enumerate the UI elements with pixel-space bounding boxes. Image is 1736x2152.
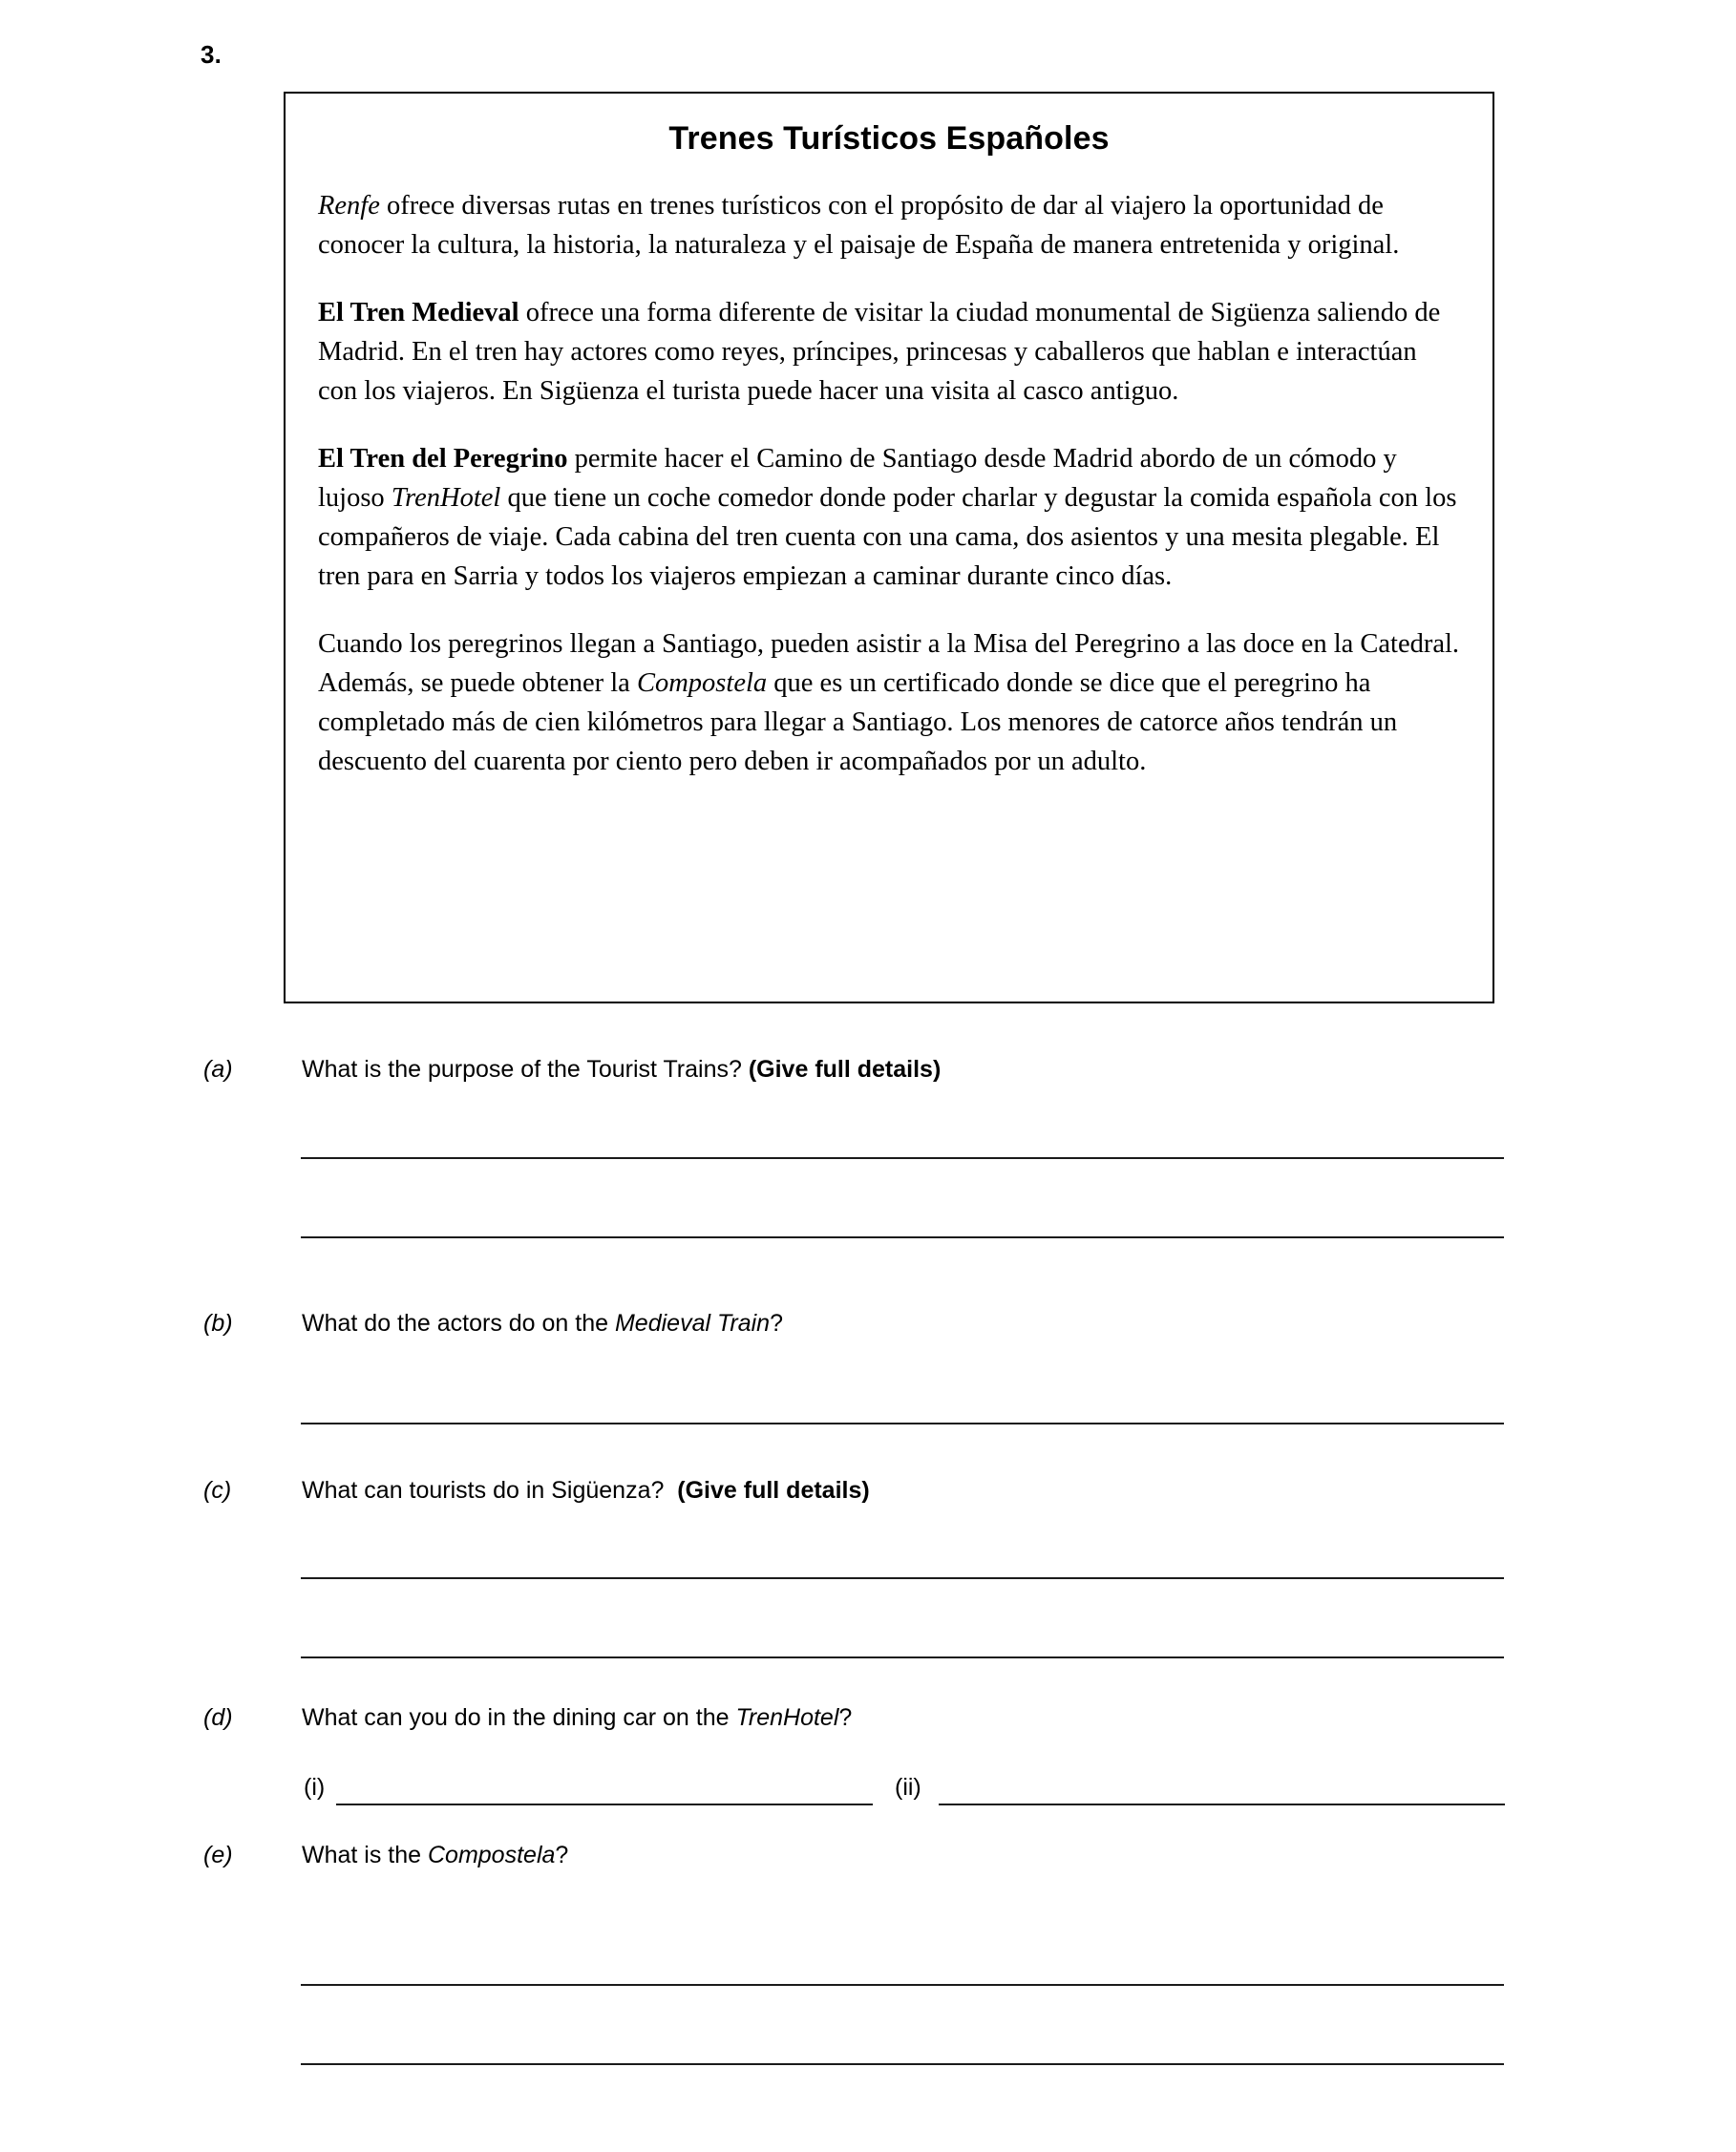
question-text-a: What is the purpose of the Tourist Trains? (Give full details) (302, 1056, 942, 1083)
question-text-d: What can you do in the dining car on the TrenHotel? (302, 1704, 853, 1731)
question-number: 3. (201, 40, 222, 69)
passage-paragraph: El Tren del Peregrino permite hacer el Camino de Santiago desde Madrid abordo de un cómodo y lujoso TrenHotel que tiene un coche comedor donde poder charlar y degustar la comida española con los compañeros de viaje. Cada cabina del tren cuenta con una cama, dos asientos y una mesita plegable. El tren para en Sarria y todos los viajeros empiezan a caminar durante cinco días. (318, 444, 1457, 591)
question-label-d: (d) (203, 1704, 233, 1731)
sub-answer-line-i[interactable] (336, 1804, 873, 1805)
question-label-e: (e) (203, 1842, 233, 1868)
question-label-a: (a) (203, 1056, 233, 1083)
question-label-c: (c) (203, 1477, 232, 1504)
reading-passage-box (284, 92, 1494, 1003)
passage-body (286, 186, 1493, 781)
passage-paragraph: El Tren Medieval ofrece una forma diferente de visitar la ciudad monumental de Sigüenza saliendo de Madrid. En el tren hay actores como reyes, príncipes, princesas y caballeros que hablan e interactúan con los viajeros. En Sigüenza el turista puede hacer una visita al casco antiguo. (318, 298, 1441, 406)
answer-line-b-1[interactable] (301, 1423, 1504, 1424)
answer-line-a-2[interactable] (301, 1236, 1504, 1238)
question-text-b: What do the actors do on the Medieval Train? (302, 1310, 783, 1337)
question-text-c: What can tourists do in Sigüenza? (Give full details) (302, 1477, 870, 1504)
sub-answer-line-ii[interactable] (939, 1804, 1505, 1805)
sub-answer-label-ii: (ii) (895, 1774, 921, 1801)
sub-answer-label-i: (i) (304, 1774, 326, 1801)
question-label-b: (b) (203, 1310, 233, 1337)
answer-line-e-2[interactable] (301, 2063, 1504, 2065)
passage-paragraph: Renfe ofrece diversas rutas en trenes turísticos con el propósito de dar al viajero la oportunidad de conocer la cultura, la historia, la naturaleza y el paisaje de España de manera entretenida y original. (318, 191, 1400, 260)
question-text-e: What is the Compostela? (302, 1842, 569, 1868)
answer-line-a-1[interactable] (301, 1157, 1504, 1159)
passage-paragraph: Cuando los peregrinos llegan a Santiago, pueden asistir a la Misa del Peregrino a las doce en la Catedral. Además, se puede obtener la Compostela que es un certificado donde se dice que el peregrino ha completado más de cien kilómetros para llegar a Santiago. Los menores de catorce años tendrán un descuento del cuarenta por ciento pero deben ir acompañados por un adulto. (318, 629, 1460, 776)
passage-title: Trenes Turísticos Españoles (668, 120, 1110, 157)
answer-line-c-1[interactable] (301, 1577, 1504, 1579)
answer-line-e-1[interactable] (301, 1984, 1504, 1986)
answer-line-c-2[interactable] (301, 1656, 1504, 1658)
